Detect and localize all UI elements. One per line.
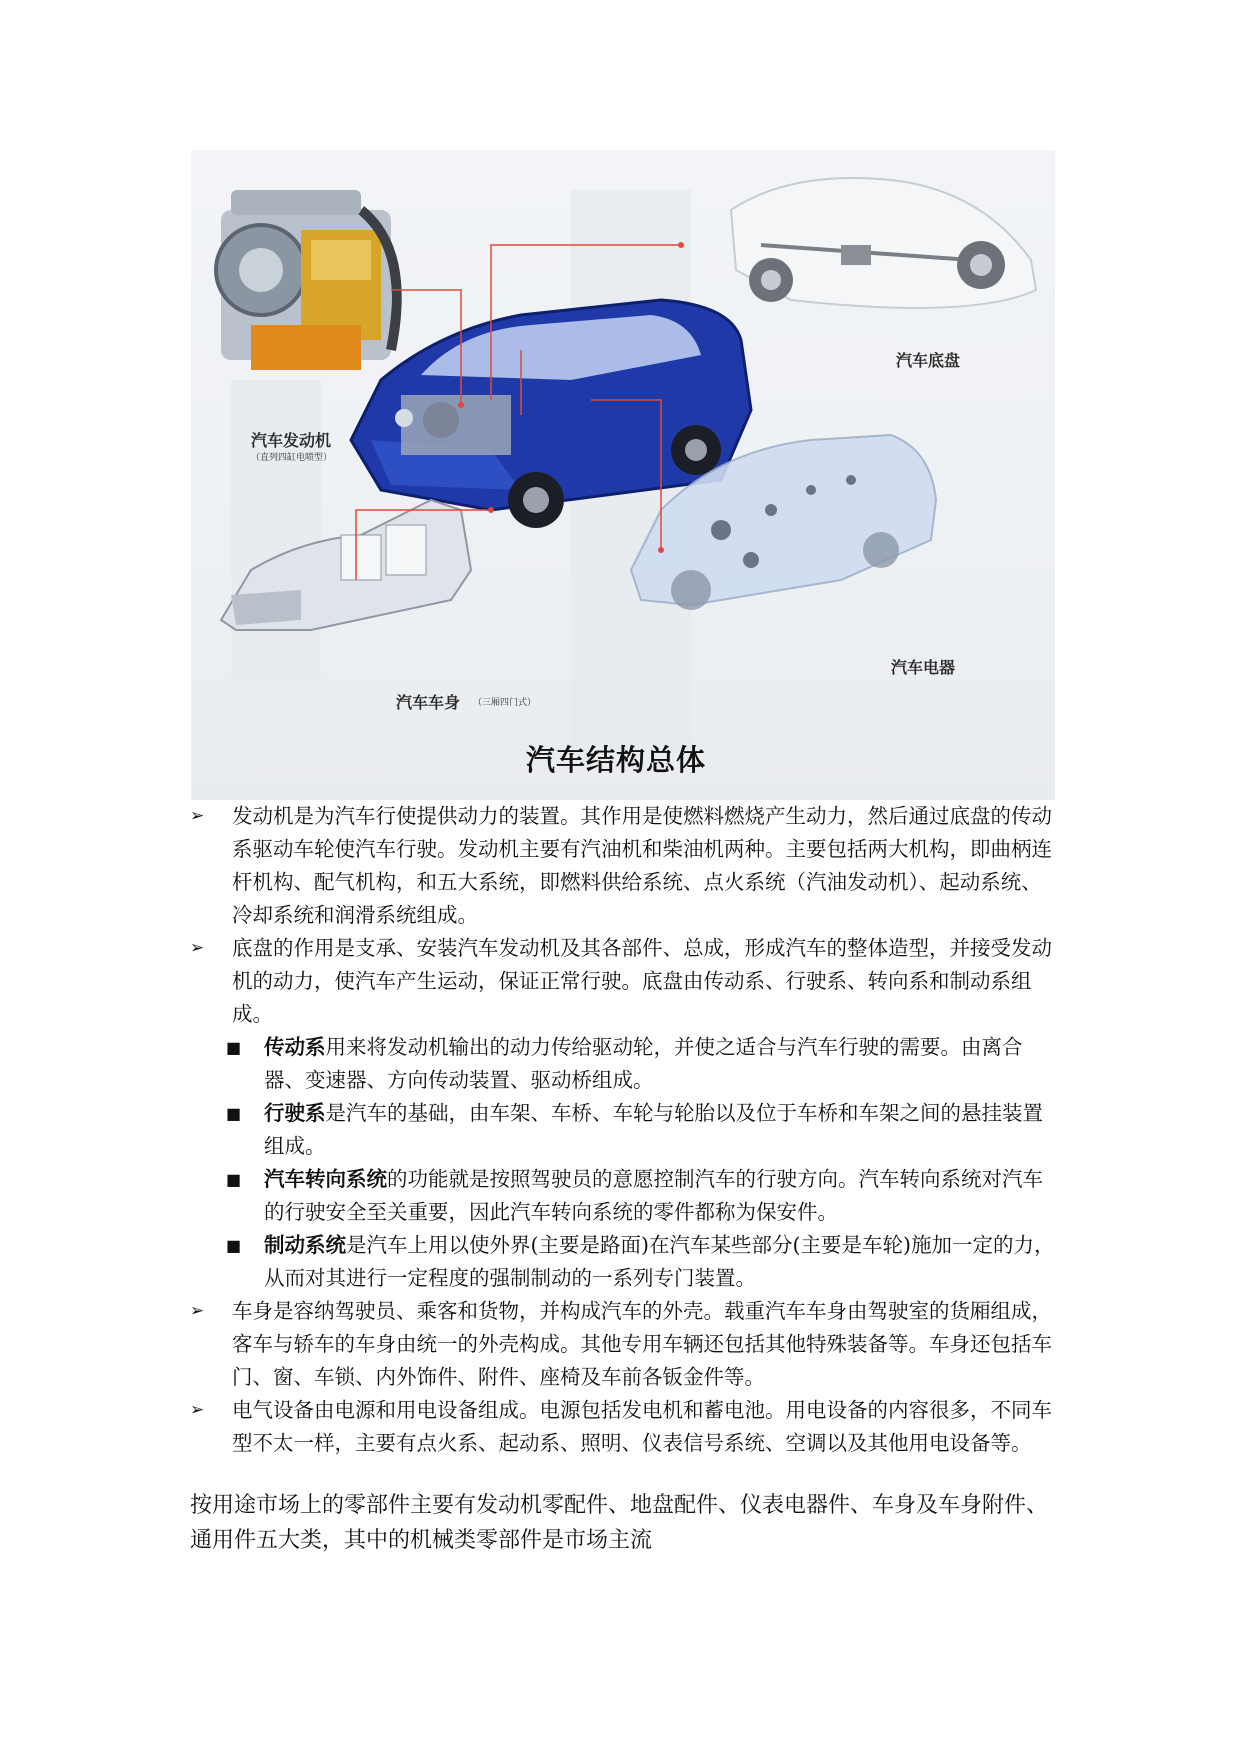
bullet-item-chassis [190, 932, 1056, 1031]
closing-paragraph: 按用途市场上的零部件主要有发动机零配件、地盘配件、仪表电器件、车身及车身附件、通用件五大类，其中的机械类零部件是市场主流 [190, 1493, 1049, 1553]
sub-item-running-gear [190, 1097, 1056, 1163]
sub-item-text: 的功能就是按照驾驶员的意愿控制汽车的行驶方向。汽车转向系统对汽车的行驶安全至关重要，因此汽车转向系统的零件都称为保安件。 [264, 1167, 1043, 1224]
engine-label: 汽车发动机 [251, 431, 332, 450]
electrical-label: 汽车电器 [891, 658, 956, 677]
bullet-text: 电气设备由电源和用电设备组成。电源包括发电机和蓄电池。用电设备的内容很多，不同车型不太一样，主要有点火系、起动系、照明、仪表信号系统、空调以及其他用电设备等。 [232, 1398, 1052, 1455]
sub-item-steering [190, 1163, 1056, 1229]
bullet-text: 车身是容纳驾驶员、乘客和货物，并构成汽车的外壳。载重汽车车身由驾驶室的货厢组成，客车与轿车的车身由统一的外壳构成。其他专用车辆还包括其他特殊装备等。车身还包括车门、窗、车锁、内外饰件、附件、座椅及车前各钣金件等。 [232, 1299, 1052, 1389]
sub-item-transmission [190, 1031, 1056, 1097]
arrow-bullet-icon: ➢ [190, 938, 205, 958]
sub-item-term: 传动系 [264, 1035, 326, 1059]
sub-item-term: 汽车转向系统 [264, 1167, 387, 1191]
bullet-text: 发动机是为汽车行使提供动力的装置。其作用是使燃料燃烧产生动力，然后通过底盘的传动系驱动车轮使汽车行驶。发动机主要有汽油机和柴油机两种。主要包括两大机构，即曲柄连杆机构、配气机构，和五大系统，即燃料供给系统、点火系统（汽油发动机）、起动系统、冷却系统和润滑系统组成。 [232, 804, 1052, 927]
chassis-label: 汽车底盘 [896, 351, 961, 370]
bullet-item-body [190, 1295, 1056, 1394]
body-label: 汽车车身 [396, 693, 461, 712]
square-bullet-icon: ■ [226, 1104, 242, 1123]
car-structure-figure [191, 150, 1055, 800]
bullet-item-electrical [190, 1394, 1056, 1460]
car-structure-illustration [191, 150, 1055, 800]
sub-item-term: 制动系统 [264, 1233, 346, 1257]
arrow-bullet-icon: ➢ [190, 1301, 205, 1321]
figure-title: 汽车结构总体 [526, 743, 707, 777]
bullet-item-engine [190, 800, 1056, 932]
sub-item-text: 是汽车上用以使外界(主要是路面)在汽车某些部分(主要是车轮)施加一定的力，从而对其进行一定程度的强制制动的一系列专门装置。 [264, 1233, 1055, 1290]
square-bullet-icon: ■ [226, 1170, 242, 1189]
square-bullet-icon: ■ [226, 1236, 242, 1255]
bullet-text: 底盘的作用是支承、安装汽车发动机及其各部件、总成，形成汽车的整体造型，并接受发动机的动力，使汽车产生运动，保证正常行驶。底盘由传动系、行驶系、转向系和制动系组成。 [232, 936, 1052, 1026]
chassis-illustration [731, 178, 1036, 308]
square-bullet-icon: ■ [226, 1038, 242, 1057]
engine-sublabel: （直列四缸电喷型） [251, 453, 333, 463]
sub-item-term: 行驶系 [264, 1101, 326, 1125]
arrow-bullet-icon: ➢ [190, 806, 205, 826]
arrow-bullet-icon: ➢ [190, 1400, 205, 1420]
sub-item-braking [190, 1229, 1056, 1295]
engine-illustration [216, 190, 397, 370]
document-body [190, 800, 1056, 1558]
body-sublabel: （三厢四门式） [473, 698, 537, 708]
sub-item-text: 是汽车的基础，由车架、车桥、车轮与轮胎以及位于车桥和车架之间的悬挂装置组成。 [264, 1101, 1043, 1158]
sub-item-text: 用来将发动机输出的动力传给驱动轮，并使之适合与汽车行驶的需要。由离合器、变速器、方向传动装置、驱动桥组成。 [264, 1035, 1023, 1092]
